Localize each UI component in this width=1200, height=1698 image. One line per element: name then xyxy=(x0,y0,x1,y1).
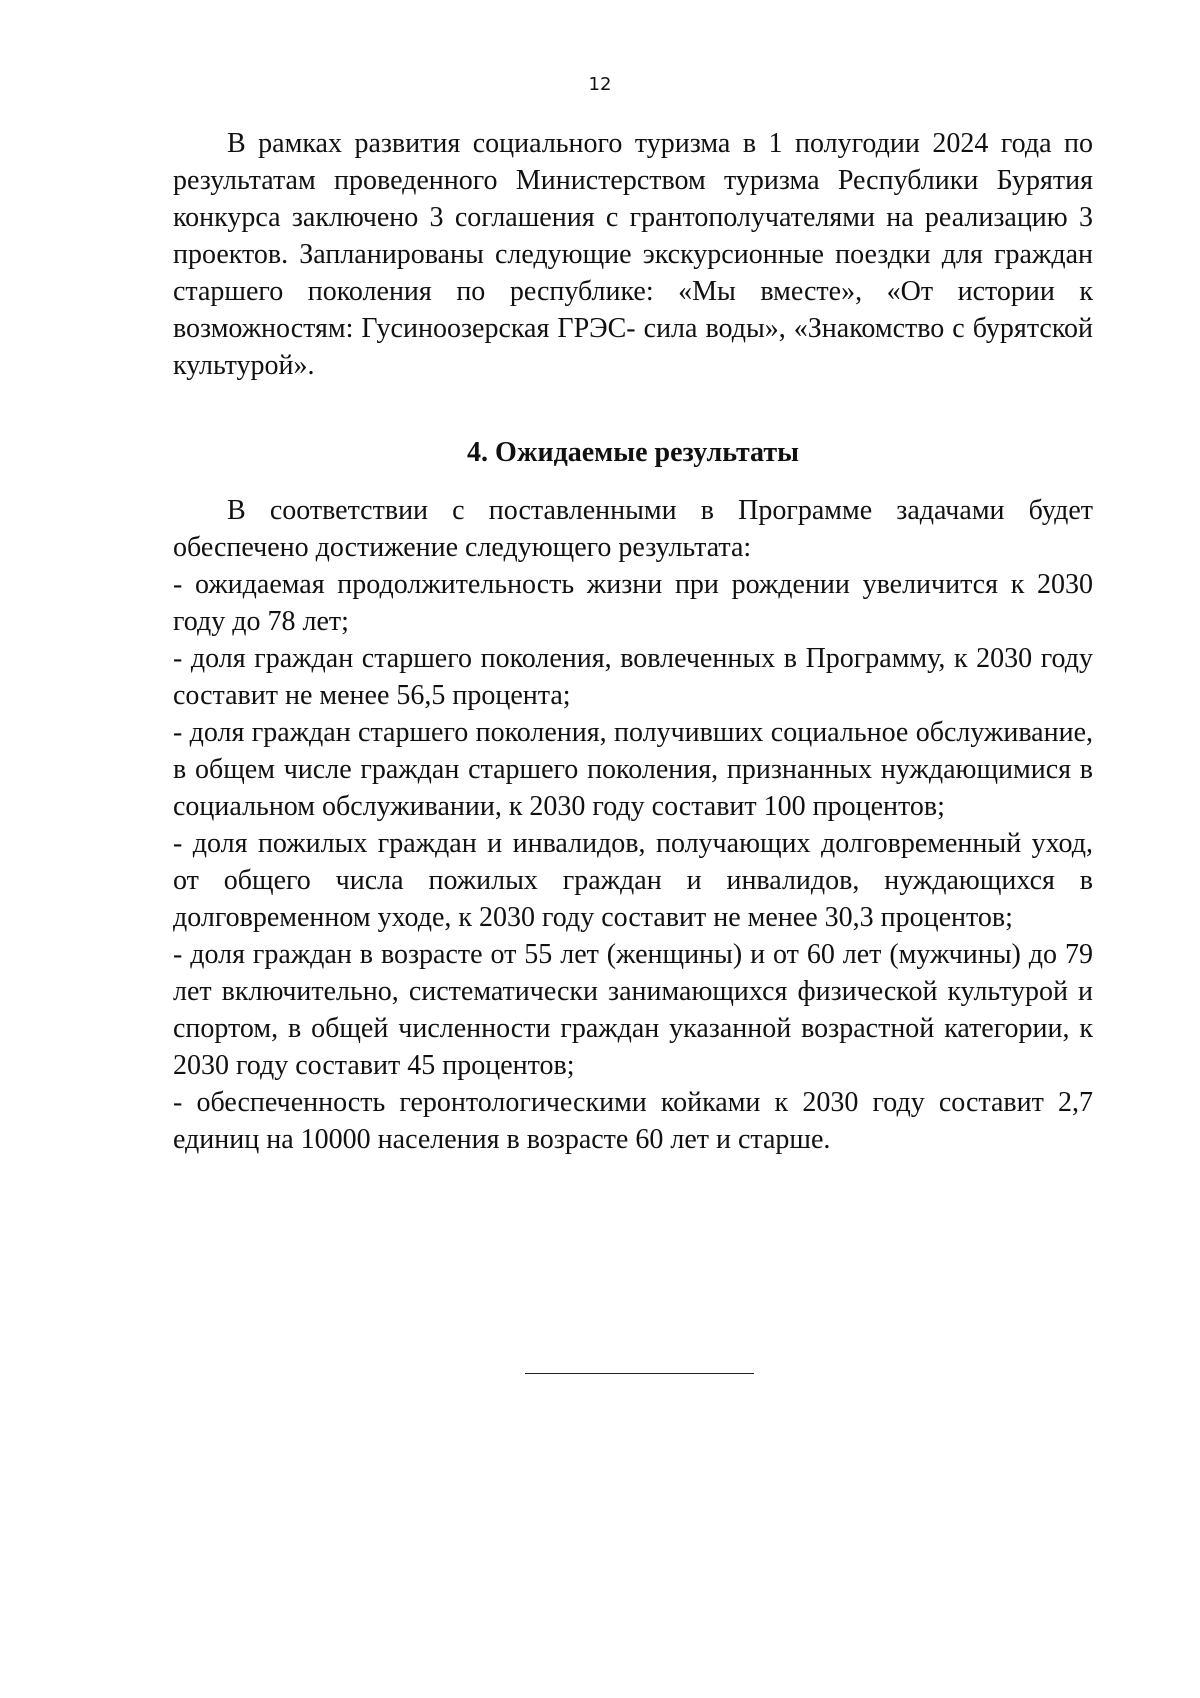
end-divider-line xyxy=(525,1373,754,1374)
page-number: 12 xyxy=(588,74,612,95)
result-item-program-involvement: - доля граждан старшего поколения, вовлеченных в Программу, к 2030 году составит не менее 56,5 процента; xyxy=(173,643,1093,711)
result-item-social-service: - доля граждан старшего поколения, получивших социальное обслуживание, в общем числе граждан старшего поколения, признанных нуждающимися в социальном обслуживании, к 2030 году составит 100 процентов; xyxy=(173,717,1093,822)
section-heading: 4. Ожидаемые результаты xyxy=(467,437,799,468)
page-content xyxy=(173,125,1093,1158)
result-item-long-term-care: - доля пожилых граждан и инвалидов, получающих долговременный уход, от общего числа пожилых граждан и инвалидов, нуждающихся в долговременном уходе, к 2030 году составит не менее 30,3 процентов; xyxy=(173,828,1093,933)
section-lead-paragraph: В соответствии с поставленными в Программе задачами будет обеспечено достижение следующего результата: xyxy=(173,495,1093,563)
result-item-physical-activity: - доля граждан в возрасте от 55 лет (женщины) и от 60 лет (мужчины) до 79 лет включительно, систематически занимающихся физической культурой и спортом, в общей численности граждан указанной возрастной категории, к 2030 году составит 45 процентов; xyxy=(173,939,1093,1081)
result-item-gerontology-beds: - обеспеченность геронтологическими койками к 2030 году составит 2,7 единиц на 10000 населения в возрасте 60 лет и старше. xyxy=(173,1087,1093,1155)
intro-paragraph: В рамках развития социального туризма в 1 полугодии 2024 года по результатам проведенного Министерством туризма Республики Бурятия конкурса заключено 3 соглашения с грантополучателями на реализацию 3 проектов. Запланированы следующие экскурсионные поездки для граждан старшего поколения по республике: «Мы вместе», «От истории к возможностям: Гусиноозерская ГРЭС- сила воды», «Знакомство с бурятской культурой». xyxy=(173,128,1093,381)
result-item-life-expectancy: - ожидаемая продолжительность жизни при рождении увеличится к 2030 году до 78 лет; xyxy=(173,569,1093,637)
